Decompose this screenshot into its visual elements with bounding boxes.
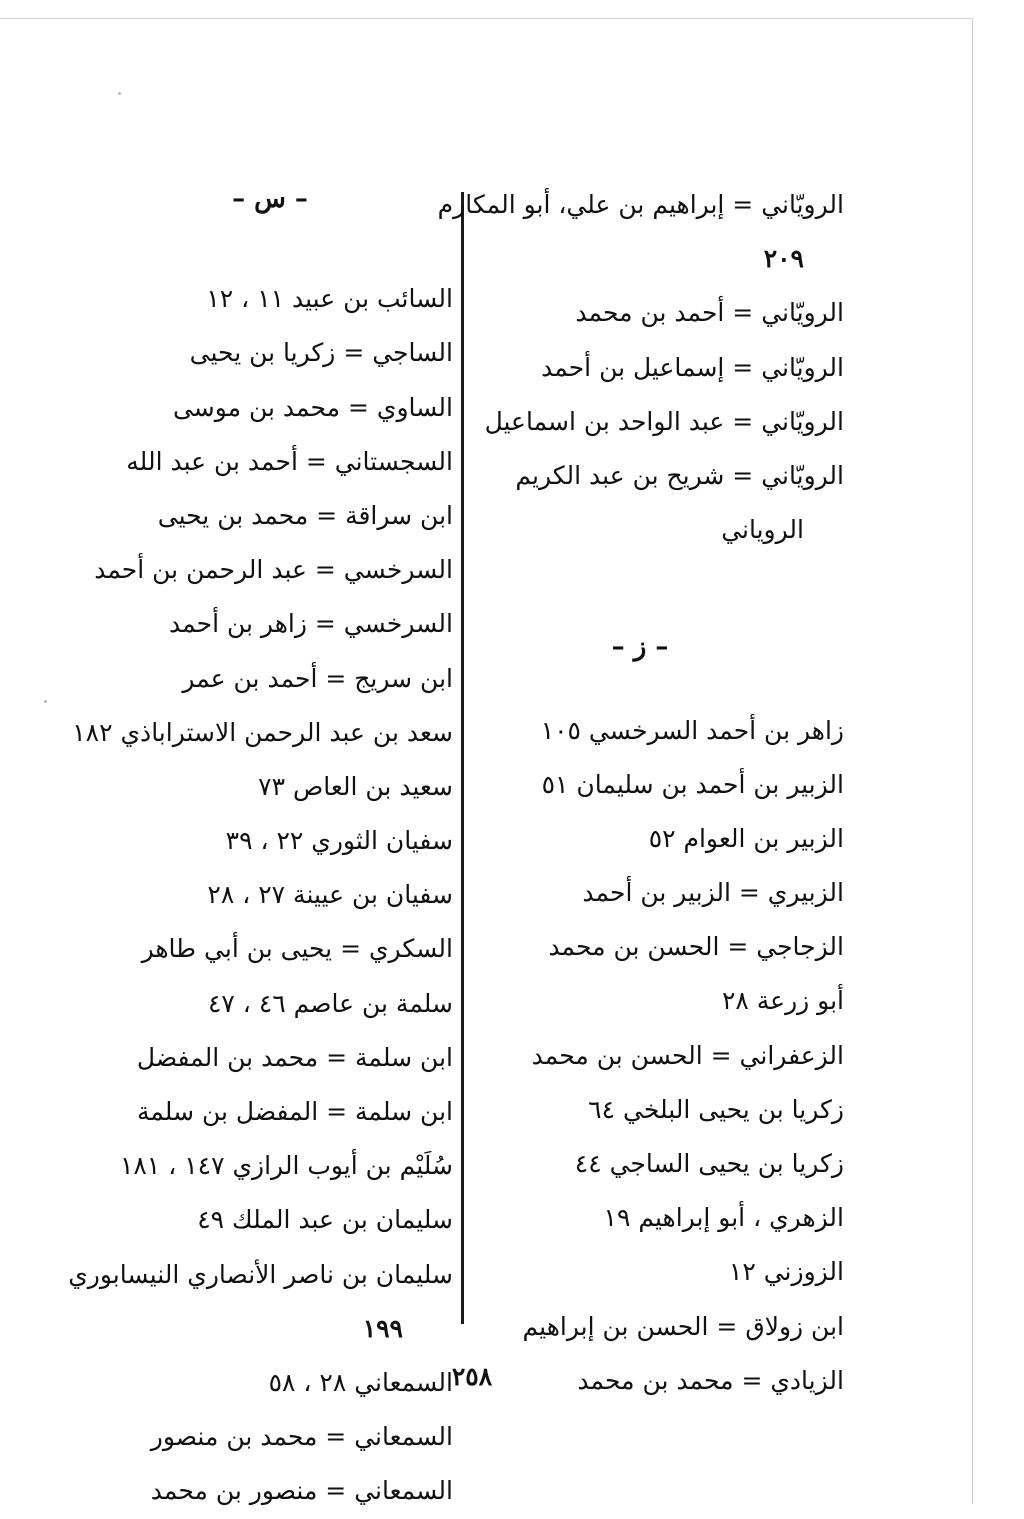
index-entry: سعد بن عبد الرحمن الاستراباذي ١٨٢ bbox=[72, 717, 453, 747]
index-entry: السرخسي = زاهر بن أحمد bbox=[169, 609, 453, 639]
index-entry: الرويّاني = عبد الواحد بن اسماعيل bbox=[484, 406, 844, 436]
index-entry: ابن سراقة = محمد بن يحيى bbox=[157, 500, 453, 530]
index-entry: السائب بن عبيد ١١ ، ١٢ bbox=[206, 284, 453, 314]
index-entry: الزعفراني = الحسن بن محمد bbox=[531, 1040, 844, 1070]
index-entry: الزبير بن أحمد بن سليمان ٥١ bbox=[541, 769, 844, 799]
index-entry: السمعاني = منصور بن محمد bbox=[150, 1476, 453, 1506]
index-entry: الرويّاني = إسماعيل بن أحمد bbox=[541, 352, 844, 382]
index-entry: سليمان بن عبد الملك ٤٩ bbox=[197, 1205, 453, 1235]
index-entry-continuation: ٢٠٩ bbox=[763, 244, 804, 274]
index-entry: السكري = يحيى بن أبي طاهر bbox=[141, 934, 453, 964]
index-entry: ابن سلمة = محمد بن المفضل bbox=[136, 1042, 453, 1072]
index-entry-continuation: ١٩٩ bbox=[362, 1313, 403, 1343]
index-entry: ابن سريج = أحمد بن عمر bbox=[182, 663, 453, 693]
index-entry: السمعاني = محمد بن منصور bbox=[150, 1422, 453, 1452]
index-entry: السرخسي = عبد الرحمن بن أحمد bbox=[94, 555, 453, 585]
index-entry: سفيان الثوري ٢٢ ، ٣٩ bbox=[225, 826, 453, 856]
section-heading-sin: – س – bbox=[232, 184, 308, 214]
index-column-right bbox=[437, 178, 844, 1408]
index-entry: الزهري ، أبو إبراهيم ١٩ bbox=[603, 1203, 844, 1233]
index-entry: سلمة بن عاصم ٤٦ ، ٤٧ bbox=[208, 988, 453, 1018]
scan-speck bbox=[118, 92, 121, 95]
page-right-edge bbox=[972, 18, 973, 1504]
index-entry: زكريا بن يحيى البلخي ٦٤ bbox=[588, 1094, 844, 1124]
index-entry-continuation: الروياني bbox=[721, 515, 804, 545]
index-entry: الرويّاني = إبراهيم بن علي، أبو المكارم bbox=[437, 190, 844, 219]
index-entry: السجستاني = أحمد بن عبد الله bbox=[126, 446, 453, 476]
index-entry: سعيد بن العاص ٧٣ bbox=[258, 771, 453, 801]
index-entry: الزوزني ١٢ bbox=[728, 1257, 844, 1287]
index-entry: سفيان بن عيينة ٢٧ ، ٢٨ bbox=[207, 880, 453, 910]
index-entry: الزجاجي = الحسن بن محمد bbox=[548, 932, 844, 962]
section-heading-zay: – ز – bbox=[611, 632, 669, 662]
page-top-edge bbox=[0, 18, 973, 19]
index-column-left bbox=[53, 178, 453, 1519]
index-entry: الزبيري = الزبير بن أحمد bbox=[582, 878, 844, 908]
page-number: ٢٥٨ bbox=[451, 1362, 493, 1391]
index-entry: الزبير بن العوام ٥٢ bbox=[648, 823, 844, 853]
index-entry: الساوي = محمد بن موسى bbox=[172, 392, 453, 422]
index-entry: الزيادي = محمد بن محمد bbox=[577, 1365, 844, 1395]
index-entry: زكريا بن يحيى الساجي ٤٤ bbox=[574, 1149, 844, 1178]
index-entry: السمعاني ٢٨ ، ٥٨ bbox=[268, 1367, 453, 1397]
index-entry: ابن زولاق = الحسن بن إبراهيم bbox=[522, 1311, 844, 1341]
index-entry: الرويّاني = شريح بن عبد الكريم bbox=[515, 460, 844, 490]
index-entry: أبو زرعة ٢٨ bbox=[721, 986, 844, 1016]
index-entry: الساجي = زكريا بن يحيى bbox=[189, 338, 453, 368]
index-entry: الرويّاني = أحمد بن محمد bbox=[575, 298, 844, 328]
index-entry: ابن سلمة = المفضل بن سلمة bbox=[136, 1097, 453, 1126]
index-entry: زاهر بن أحمد السرخسي ١٠٥ bbox=[540, 715, 844, 745]
index-entry: سُلَيْم بن أيوب الرازي ١٤٧ ، ١٨١ bbox=[119, 1151, 453, 1181]
scan-speck bbox=[44, 700, 47, 703]
index-entry: سليمان بن ناصر الأنصاري النيسابوري bbox=[68, 1259, 453, 1289]
